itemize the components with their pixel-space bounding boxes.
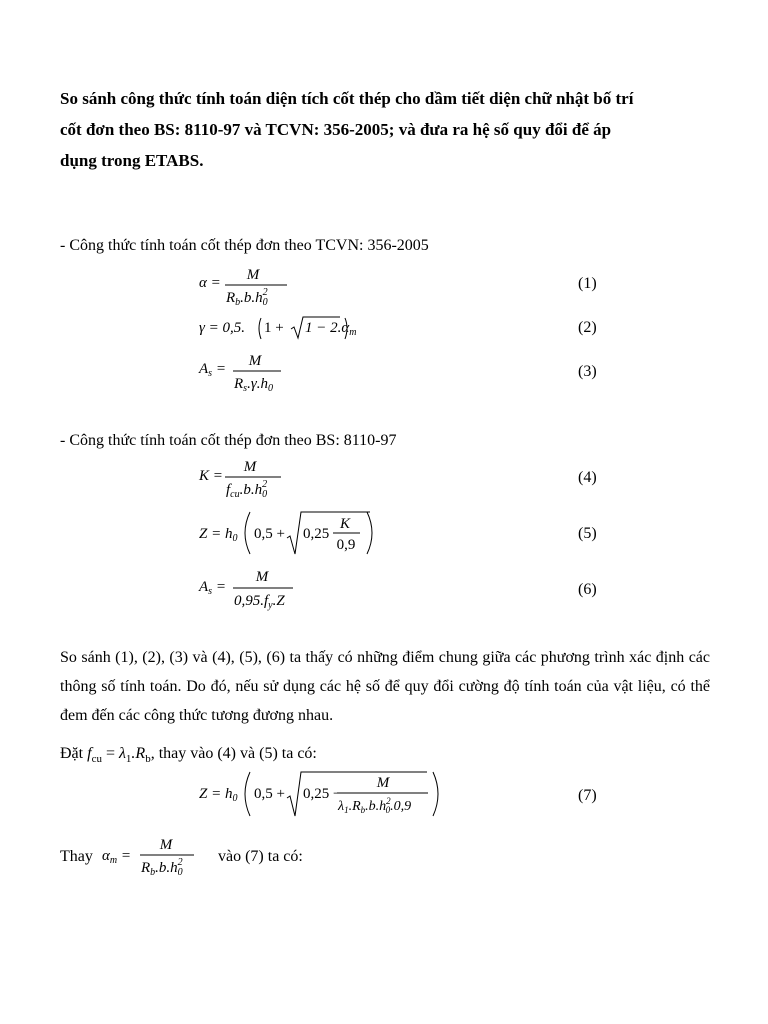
equation-2 bbox=[195, 312, 375, 342]
equation-7 bbox=[195, 768, 445, 820]
eq1-denominator: $R_b.b.h^2$ 0 bbox=[226, 287, 268, 308]
eq7-right-paren bbox=[433, 772, 438, 816]
eq4-numerator: M bbox=[243, 459, 257, 475]
eq1-number: (1) bbox=[578, 275, 597, 292]
eq7-lhs: $Z = h_0$ bbox=[199, 786, 238, 804]
section-heading-bs: - Công thức tính toán cốt thép đơn theo BS: 8110-97 bbox=[60, 432, 397, 449]
eq4-denominator: $f_{cu}.b.h^2$ 0 bbox=[226, 479, 268, 500]
title-line-3: dụng trong ETABS. bbox=[60, 151, 204, 170]
eq6-denominator: $0,95.f_y.Z$ bbox=[234, 593, 285, 611]
eq2-text: γ = 0,5. bbox=[199, 320, 246, 336]
equation-3 bbox=[195, 348, 305, 394]
replace-fraction bbox=[98, 833, 216, 877]
eq2-number: (2) bbox=[578, 319, 597, 336]
section-heading-tcvn: - Công thức tính toán cốt thép đơn theo TCVN: 356-2005 bbox=[60, 237, 429, 254]
replace-prefix: Thay bbox=[60, 848, 93, 865]
replace-numerator: M bbox=[159, 837, 173, 853]
eq5-lhs: $Z = h_0$ bbox=[199, 526, 238, 544]
eq5-denominator: 0,9 bbox=[336, 537, 356, 553]
eq6-number: (6) bbox=[578, 581, 597, 598]
eq5-left-paren bbox=[245, 512, 250, 554]
eq7-part-a: 0,5 + bbox=[254, 786, 285, 802]
replace-suffix: vào (7) ta có: bbox=[218, 848, 303, 865]
eq6-numerator: M bbox=[255, 569, 269, 585]
title-line-1: So sánh công thức tính toán diện tích cốt thép cho dầm tiết diện chữ nhật bố trí bbox=[60, 89, 634, 108]
document-title bbox=[60, 83, 710, 176]
eq5-right-paren bbox=[367, 512, 372, 554]
eq3-denominator: $R_s.\gamma.h_0$ bbox=[234, 376, 273, 394]
eq3-numerator: M bbox=[248, 353, 262, 369]
eq7-denominator: $\lambda_1.R_b.b.h^2$ 0.0,9 bbox=[338, 796, 412, 815]
eq1-numerator: M bbox=[246, 267, 260, 283]
equation-1 bbox=[195, 262, 315, 308]
substitution-line: Đặt $f_{cu} = \lambda_1.R_b$, thay vào (4) và (5) ta có: bbox=[60, 745, 317, 766]
eq5-part-b: 0,25 − bbox=[303, 526, 342, 542]
equation-6 bbox=[195, 566, 315, 612]
eq2-left-paren bbox=[259, 318, 261, 339]
comparison-paragraph: So sánh (1), (2), (3) và (4), (5), (6) ta thấy có những điểm chung giữa các phương trình xác định các thông số tính toán. Do đó, nếu sử dụng các hệ số để quy đổi cường độ tính toán của vật liệu, có thể đem đến các công thức tương đương nhau. bbox=[60, 649, 710, 724]
eq2-radicand: $1 - 2.\alpha_m$ bbox=[305, 320, 357, 338]
equation-4 bbox=[195, 454, 315, 500]
eq5-numerator: K bbox=[339, 516, 351, 532]
eq7-part-b: 0,25 − bbox=[303, 786, 342, 802]
eq4-lhs: K = bbox=[199, 468, 223, 484]
eq5-part-a: 0,5 + bbox=[254, 526, 285, 542]
eq3-number: (3) bbox=[578, 363, 597, 380]
eq3-lhs: $A_s$ = bbox=[199, 361, 226, 379]
eq6-lhs: $A_s$ = bbox=[199, 579, 226, 597]
replace-alpha: $\alpha_m$ = bbox=[102, 848, 131, 866]
equation-5 bbox=[195, 508, 385, 558]
replace-denominator: $R_b.b.h^2$ 0 bbox=[141, 857, 183, 877]
eq2-one-plus: 1 + bbox=[264, 320, 284, 336]
eq7-numerator: M bbox=[376, 775, 390, 791]
title-line-2: cốt đơn theo BS: 8110-97 và TCVN: 356-2005; và đưa ra hệ số quy đổi để áp bbox=[60, 120, 612, 139]
eq7-left-paren bbox=[245, 772, 250, 816]
eq1-lhs: α = bbox=[199, 275, 221, 291]
eq7-number: (7) bbox=[578, 787, 597, 804]
eq5-number: (5) bbox=[578, 525, 597, 542]
eq4-number: (4) bbox=[578, 469, 597, 486]
